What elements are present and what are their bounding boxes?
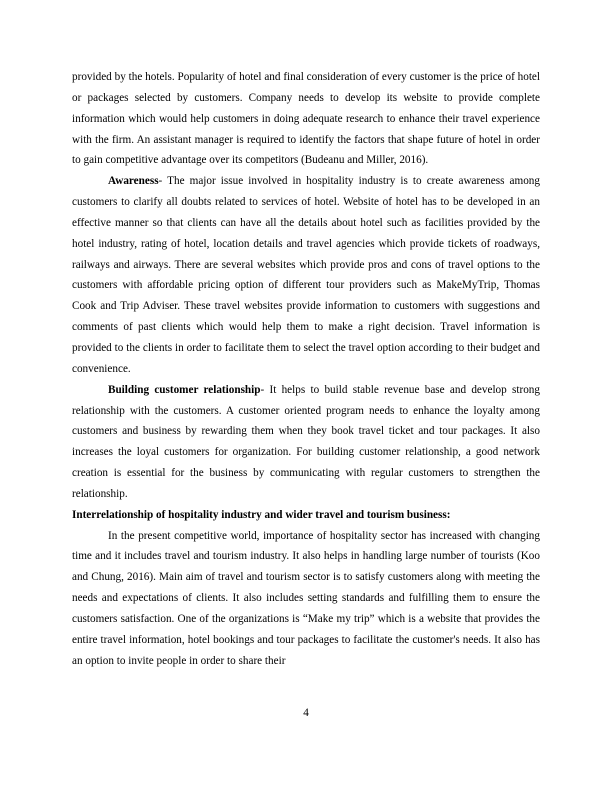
paragraph-intro-text: provided by the hotels. Popularity of hotel and final consideration of every customer is the price of hotel or packages selected by customers. Company needs to develop its website to provide complete information which would help customers in doing adequate research to enhance their travel experience with the firm. An assistant manager is required to identify the factors that shape future of hotel in order to gain competitive advantage over its competitors (Budeanu and Miller, 2016). bbox=[72, 71, 540, 167]
building-customer-relationship-text: - It helps to build stable revenue base and develop strong relationship with the customers. A customer oriented program needs to enhance the loyalty among customers and business by rewarding them when they book travel ticket and tour packages. It also increases the loyal customers for organization. For building customer relationship, a good network creation is essential for the business by communicating with regular customers to strengthen the relationship. bbox=[72, 383, 540, 500]
paragraph-intro bbox=[72, 67, 540, 171]
building-customer-relationship-lead: Building customer relationship bbox=[108, 383, 261, 396]
section-heading: Interrelationship of hospitality industry and wider travel and tourism business: bbox=[72, 508, 451, 521]
paragraph-building-customer-relationship bbox=[72, 380, 540, 505]
page-body bbox=[72, 67, 540, 671]
paragraph-interrelationship bbox=[72, 526, 540, 672]
page-number: 4 bbox=[303, 707, 309, 719]
awareness-lead: Awareness bbox=[108, 175, 159, 188]
awareness-text: - The major issue involved in hospitality industry is to create awareness among customers to clarify all doubts related to services of hotel. Website of hotel has to be developed in an effective manner so that clients can have all the details about hotel such as facilities provided by the hotel industry, rating of hotel, location details and travel agencies which provide tickets of roadways, railways and airways. There are several websites which provide pros and cons of travel options to the customers with affordable pricing option of different tour providers such as MakeMyTrip, Thomas Cook and Trip Adviser. These travel websites provide information to customers with suggestions and comments of past clients which would help them to make a right decision. Travel information is provided to the clients in order to facilitate them to select the travel option according to their budget and convenience. bbox=[72, 175, 540, 375]
paragraph-awareness bbox=[72, 171, 540, 379]
interrelationship-text: In the present competitive world, importance of hospitality sector has increased with changing time and it includes travel and tourism industry. It also helps in handling large number of tourists (Koo and Chung, 2016). Main aim of travel and tourism sector is to satisfy customers along with meeting the needs and expectations of clients. It also includes setting standards and fulfilling them to ensure the customers satisfaction. One of the organizations is “Make my trip” which is a website that provides the entire travel information, hotel bookings and tour packages to facilitate the customer's needs. It also has an option to invite people in order to share their bbox=[72, 529, 540, 667]
